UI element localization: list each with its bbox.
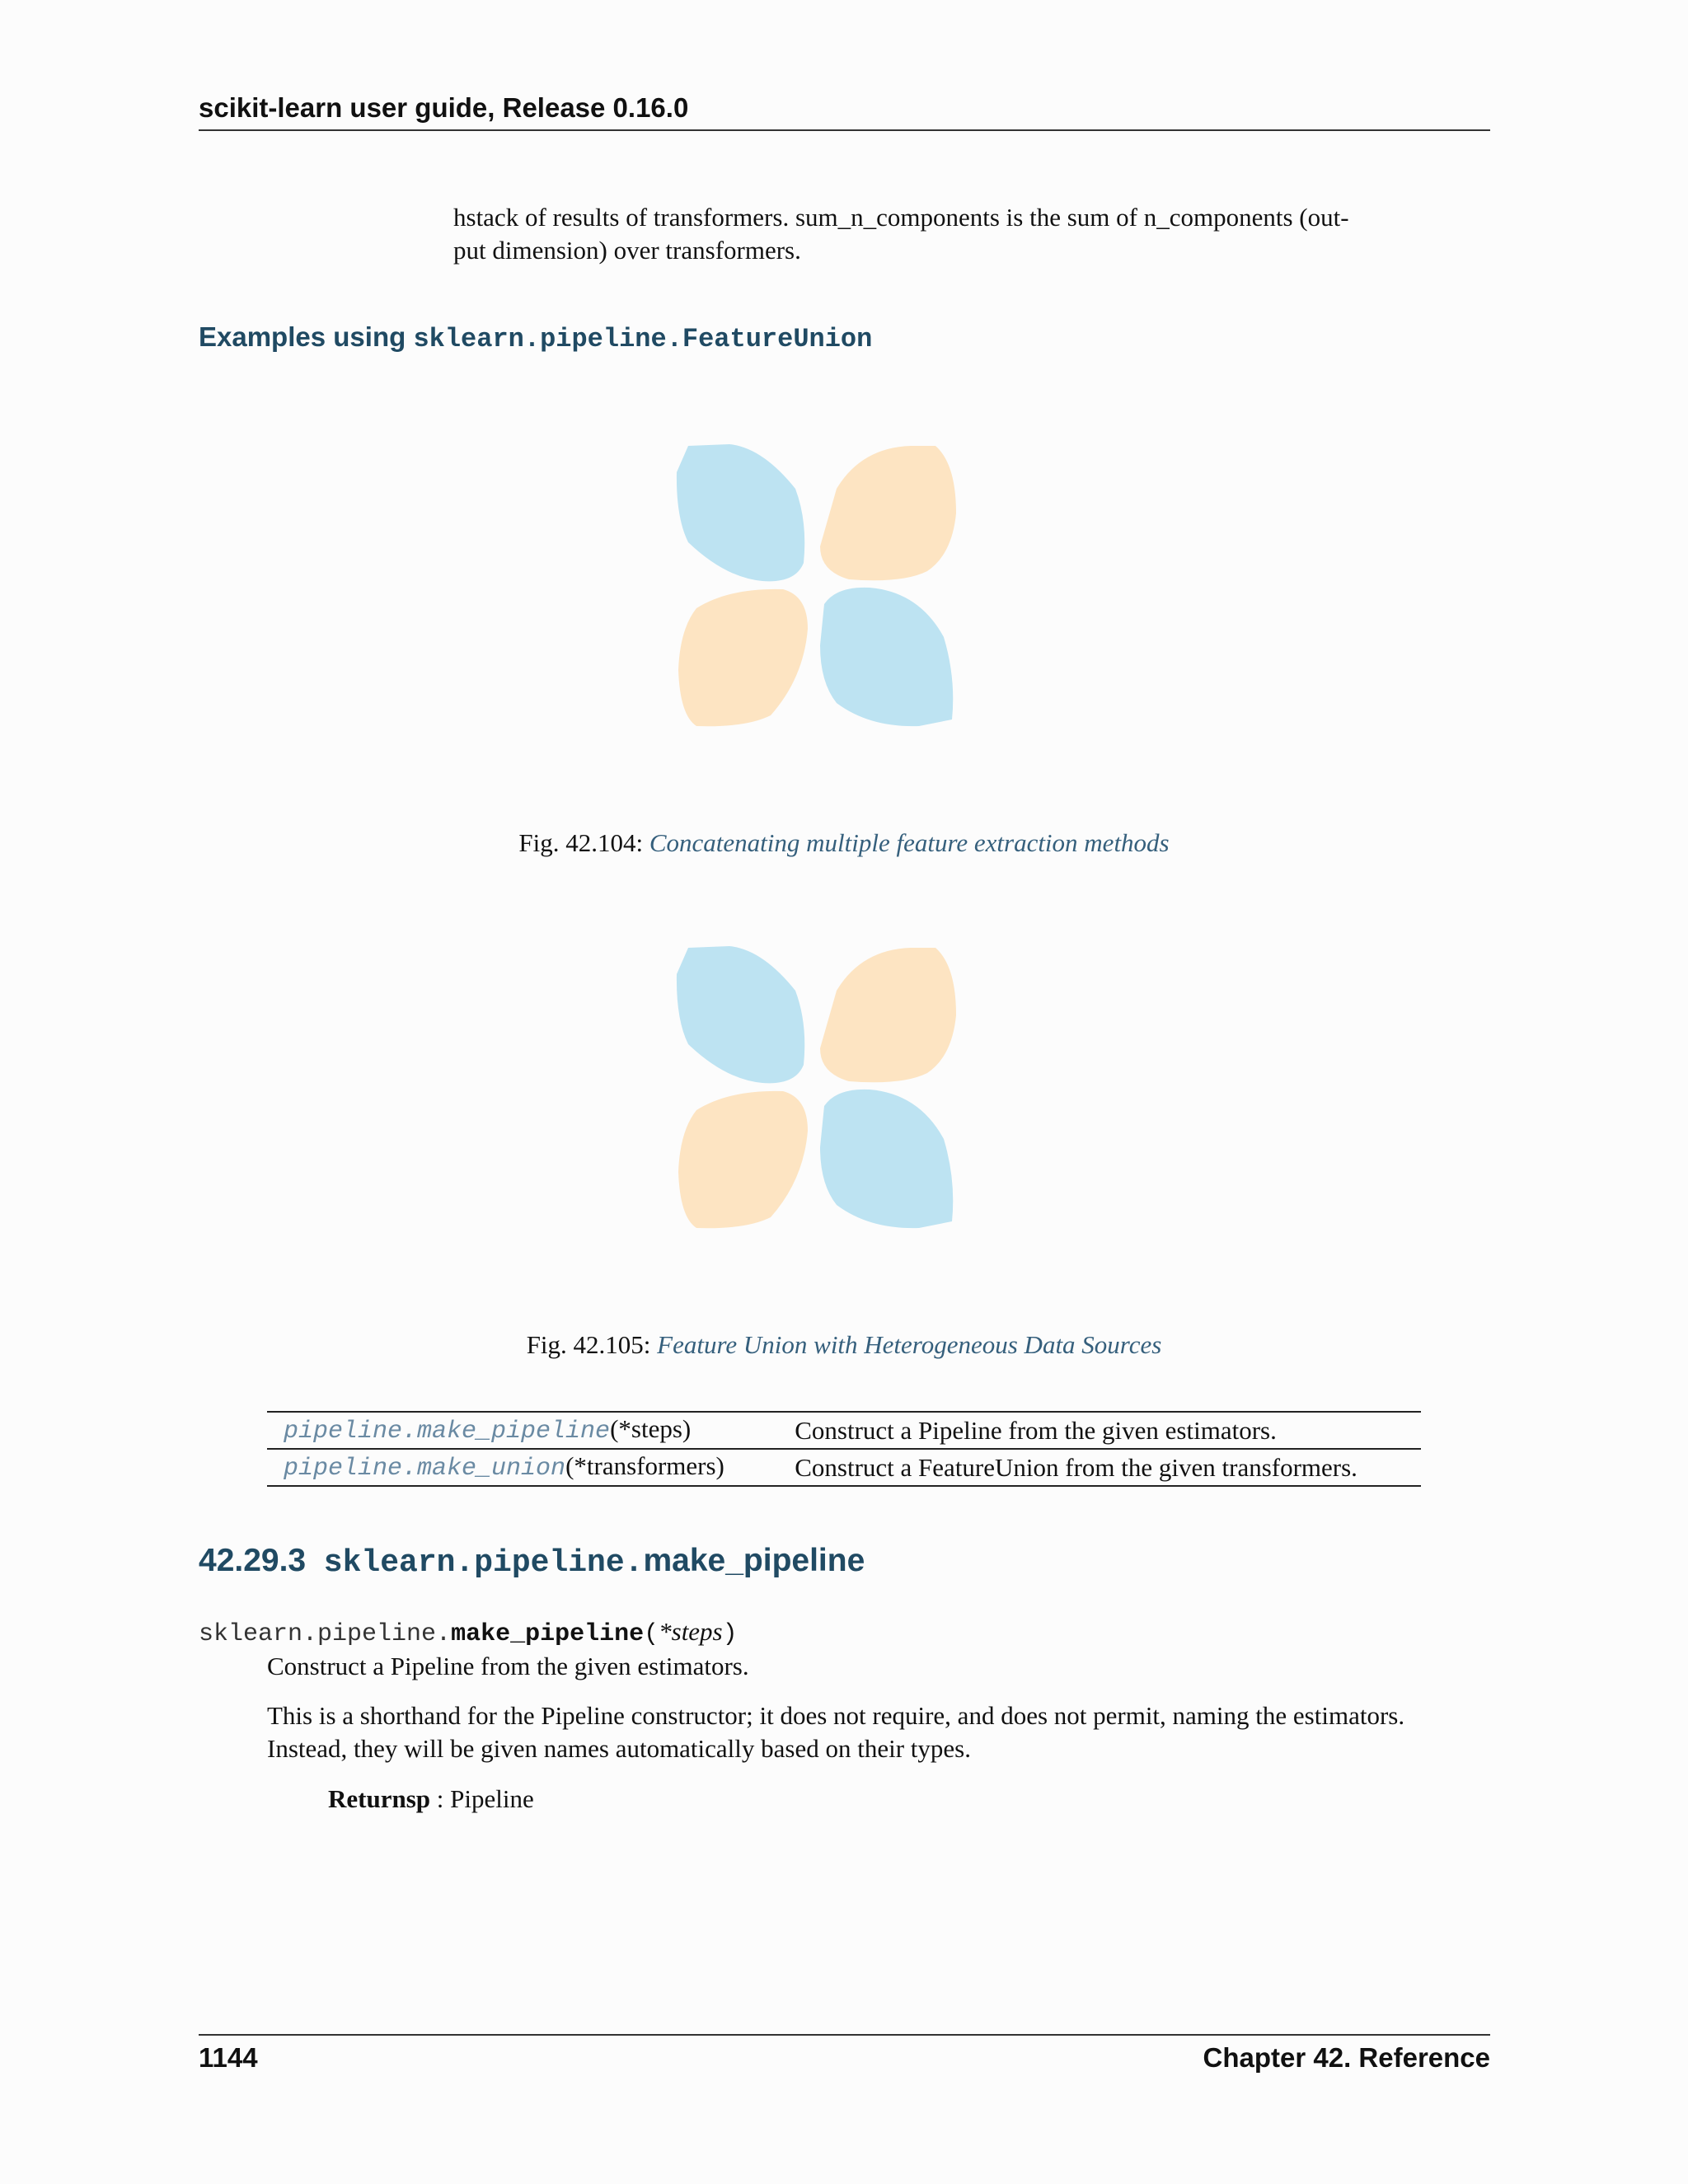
- section-code-prefix: sklearn.pipeline.: [323, 1545, 644, 1581]
- intro-line-1: hstack of results of transformers. sum_n_components is the sum of n_components (out-: [453, 203, 1349, 232]
- function-signature: [199, 1617, 738, 1648]
- blob-bottom-left: [678, 1091, 808, 1228]
- returns-separator: :: [430, 1784, 451, 1813]
- header-rule: [199, 129, 1490, 131]
- function-args: (*transformers): [565, 1451, 724, 1480]
- figure-1-link[interactable]: Concatenating multiple feature extraction methods: [649, 828, 1170, 857]
- blob-figure-1: [672, 439, 960, 728]
- signature-arg: *steps: [659, 1617, 723, 1646]
- blob-bottom-right: [820, 588, 953, 726]
- description-summary: Construct a Pipeline from the given estimators.: [267, 1652, 749, 1680]
- figure-2-label: Fig. 42.105:: [526, 1330, 658, 1359]
- figure-2-caption: [0, 1330, 1688, 1360]
- table-cell-description: Construct a FeatureUnion from the given transformers.: [795, 1452, 1357, 1482]
- table-row: [267, 1412, 1421, 1449]
- returns-label: Returnsp: [328, 1784, 431, 1813]
- signature-function: make_pipeline: [451, 1620, 645, 1648]
- footer-rule: [199, 2034, 1490, 2036]
- signature-module: sklearn.pipeline.: [199, 1620, 452, 1648]
- blob-top-left: [677, 444, 804, 581]
- figure-1-label: Fig. 42.104:: [518, 828, 649, 857]
- blob-top-right: [820, 446, 956, 580]
- section-name: make_pipeline: [643, 1543, 865, 1578]
- returns-value: Pipeline: [450, 1784, 534, 1813]
- description-line-1: This is a shorthand for the Pipeline constructor; it does not require, and does not permit, naming the estimators.: [267, 1701, 1405, 1730]
- returns-field: [328, 1783, 534, 1816]
- blob-bottom-left: [678, 589, 808, 726]
- function-summary-table: [267, 1411, 1421, 1487]
- section-heading: [199, 1543, 865, 1581]
- figure-1-thumbnail[interactable]: [672, 439, 960, 732]
- signature-close-paren: ): [722, 1620, 738, 1648]
- blob-bottom-right: [820, 1090, 953, 1228]
- chapter-title: Chapter 42. Reference: [1203, 2042, 1490, 2073]
- figure-2-thumbnail[interactable]: [672, 941, 960, 1234]
- blob-figure-2: [672, 941, 960, 1230]
- section-number: 42.29.3: [199, 1543, 307, 1578]
- function-args: (*steps): [610, 1414, 692, 1443]
- figure-1-caption: [0, 828, 1688, 858]
- page-number: 1144: [199, 2042, 258, 2073]
- running-header: scikit-learn user guide, Release 0.16.0: [199, 92, 689, 123]
- figure-2-link[interactable]: Feature Union with Heterogeneous Data Sources: [657, 1330, 1162, 1359]
- table-row: [267, 1449, 1421, 1486]
- make-pipeline-link[interactable]: pipeline.make_pipeline: [284, 1418, 611, 1446]
- table-cell-description: Construct a Pipeline from the given estimators.: [795, 1415, 1277, 1445]
- intro-text: [453, 201, 1349, 267]
- examples-heading: [199, 321, 872, 354]
- intro-line-2: put dimension) over transformers.: [453, 236, 801, 265]
- examples-heading-prefix: Examples using: [199, 321, 414, 352]
- description-paragraph: [267, 1699, 1404, 1765]
- make-union-link[interactable]: pipeline.make_union: [284, 1455, 566, 1483]
- table-cell-function: [267, 1449, 778, 1486]
- examples-heading-code: sklearn.pipeline.FeatureUnion: [413, 324, 873, 354]
- table-cell-function: [267, 1412, 778, 1449]
- signature-open-paren: (: [644, 1620, 659, 1648]
- blob-top-left: [677, 946, 804, 1083]
- blob-top-right: [820, 948, 956, 1082]
- description-line-2: Instead, they will be given names automatically based on their types.: [267, 1734, 971, 1763]
